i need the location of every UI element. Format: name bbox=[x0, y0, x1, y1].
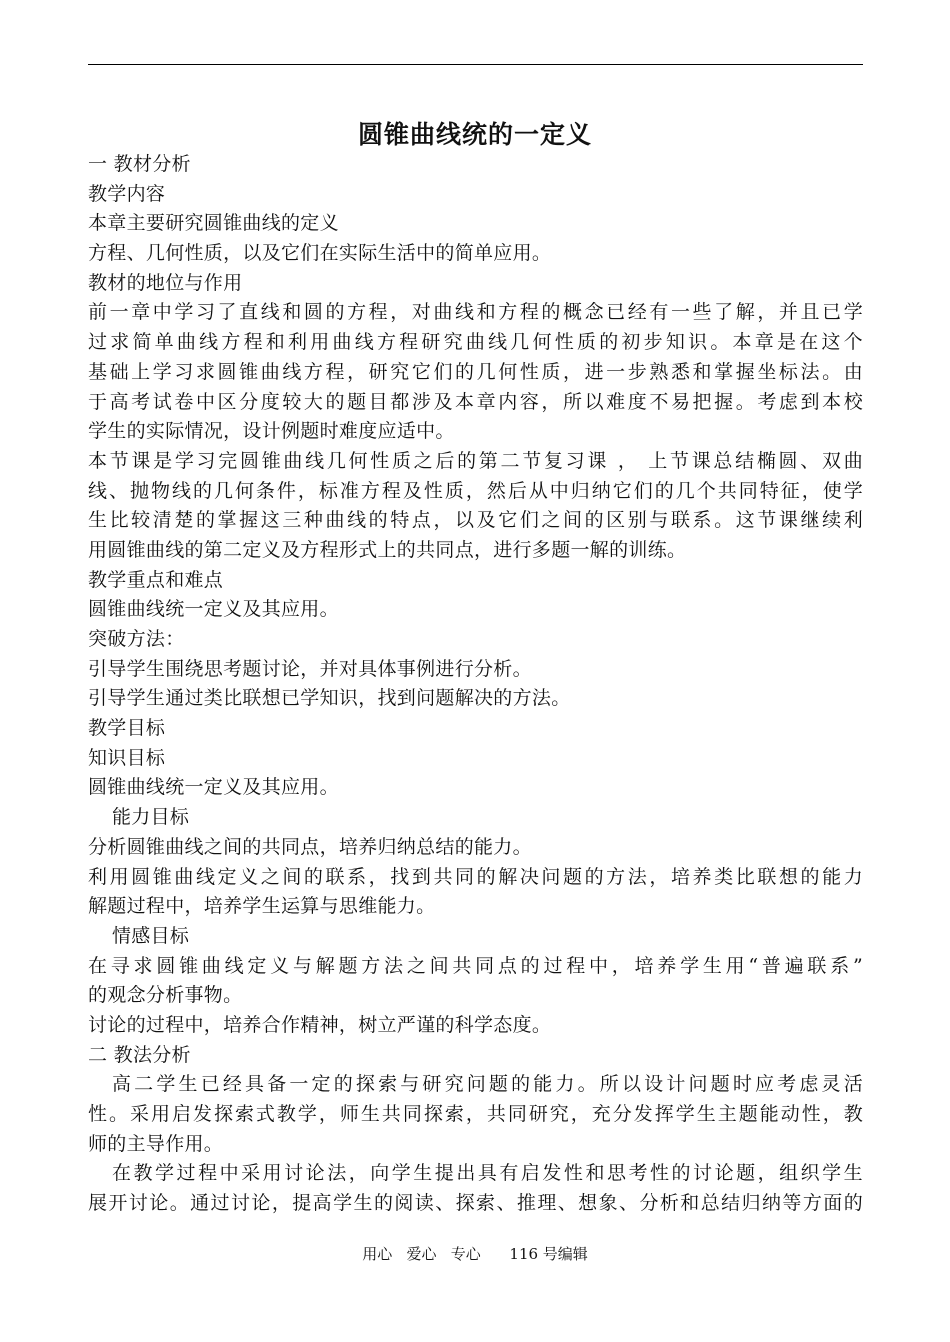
text-line: 突破方法： bbox=[88, 628, 185, 650]
text-line: 引导学生围绕思考题讨论，并对具体事例进行分析。 bbox=[88, 657, 532, 680]
text-line: 展开讨论。通过讨论，提高学生的阅读、探索、推理、想象、分析和总结归纳等方面的 bbox=[88, 1192, 863, 1215]
text-line: 过求简单曲线方程和利用曲线方程研究曲线几何性质的初步知识。本章是在这个 bbox=[88, 331, 863, 354]
text-line: 高二学生已经具备一定的探索与研究问题的能力。所以设计问题时应考虑灵活 bbox=[112, 1073, 863, 1096]
text-line: 学生的实际情况，设计例题时难度应适中。 bbox=[88, 420, 455, 443]
text-line: 引导学生通过类比联想已学知识，找到问题解决的方法。 bbox=[88, 687, 571, 710]
text-line: 教学内容 bbox=[88, 182, 166, 205]
text-line: 教学目标 bbox=[88, 717, 166, 740]
text-line: 在寻求圆锥曲线定义与解题方法之间共同点的过程中，培养学生用“普遍联系” bbox=[88, 954, 863, 977]
text-line: 前一章中学习了直线和圆的方程，对曲线和方程的概念已经有一些了解，并且已学 bbox=[88, 301, 863, 324]
text-line: 二 教法分析 bbox=[88, 1043, 191, 1066]
text-line: 解题过程中，培养学生运算与思维能力。 bbox=[88, 895, 436, 918]
text-line: 情感目标 bbox=[112, 924, 190, 947]
text-line: 本节课是学习完圆锥曲线几何性质之后的第二节复习课 ， 上节课总结椭圆、双曲 bbox=[88, 449, 863, 472]
text-line: 性。采用启发探索式教学，师生共同探索，共同研究，充分发挥学生主题能动性，教 bbox=[88, 1103, 863, 1125]
text-line: 线、抛物线的几何条件，标准方程及性质，然后从中归纳它们的几个共同特征，使学 bbox=[88, 479, 863, 502]
text-line: 能力目标 bbox=[112, 806, 190, 829]
header-rule bbox=[88, 64, 863, 65]
text-line: 于高考试卷中区分度较大的题目都涉及本章内容，所以难度不易把握。考虑到本校 bbox=[88, 390, 863, 413]
text-line: 在教学过程中采用讨论法，向学生提出具有启发性和思考性的讨论题，组织学生 bbox=[112, 1162, 863, 1185]
document-title: 圆锥曲线统的一定义 bbox=[357, 120, 592, 149]
text-line: 方程、几何性质，以及它们在实际生活中的简单应用。 bbox=[88, 242, 552, 265]
text-line: 教材的地位与作用 bbox=[88, 271, 243, 294]
text-line: 圆锥曲线统一定义及其应用。 bbox=[88, 776, 339, 799]
text-line: 利用圆锥曲线定义之间的联系，找到共同的解决问题的方法，培养类比联想的能力 bbox=[88, 865, 863, 888]
text-line: 的观念分析事物。 bbox=[88, 984, 243, 1007]
text-line: 圆锥曲线统一定义及其应用。 bbox=[88, 598, 339, 621]
document-body bbox=[88, 150, 863, 1219]
text-line: 基础上学习求圆锥曲线方程，研究它们的几何性质，进一步熟悉和掌握坐标法。由 bbox=[88, 360, 863, 383]
text-line: 生比较清楚的掌握这三种曲线的特点，以及它们之间的区别与联系。这节课继续利 bbox=[88, 509, 863, 532]
text-line: 本章主要研究圆锥曲线的定义 bbox=[88, 212, 339, 235]
text-line: 分析圆锥曲线之间的共同点，培养归纳总结的能力。 bbox=[88, 835, 532, 858]
text-line: 师的主导作用。 bbox=[88, 1132, 224, 1155]
text-line: 一 教材分析 bbox=[88, 153, 191, 175]
text-line: 讨论的过程中，培养合作精神，树立严谨的科学态度。 bbox=[88, 1013, 552, 1036]
page-footer: 用心 爱心 专心 116 号编辑 bbox=[362, 1245, 588, 1263]
text-line: 用圆锥曲线的第二定义及方程形式上的共同点，进行多题一解的训练。 bbox=[88, 538, 687, 561]
text-line: 知识目标 bbox=[88, 746, 166, 769]
text-line: 教学重点和难点 bbox=[88, 568, 224, 591]
